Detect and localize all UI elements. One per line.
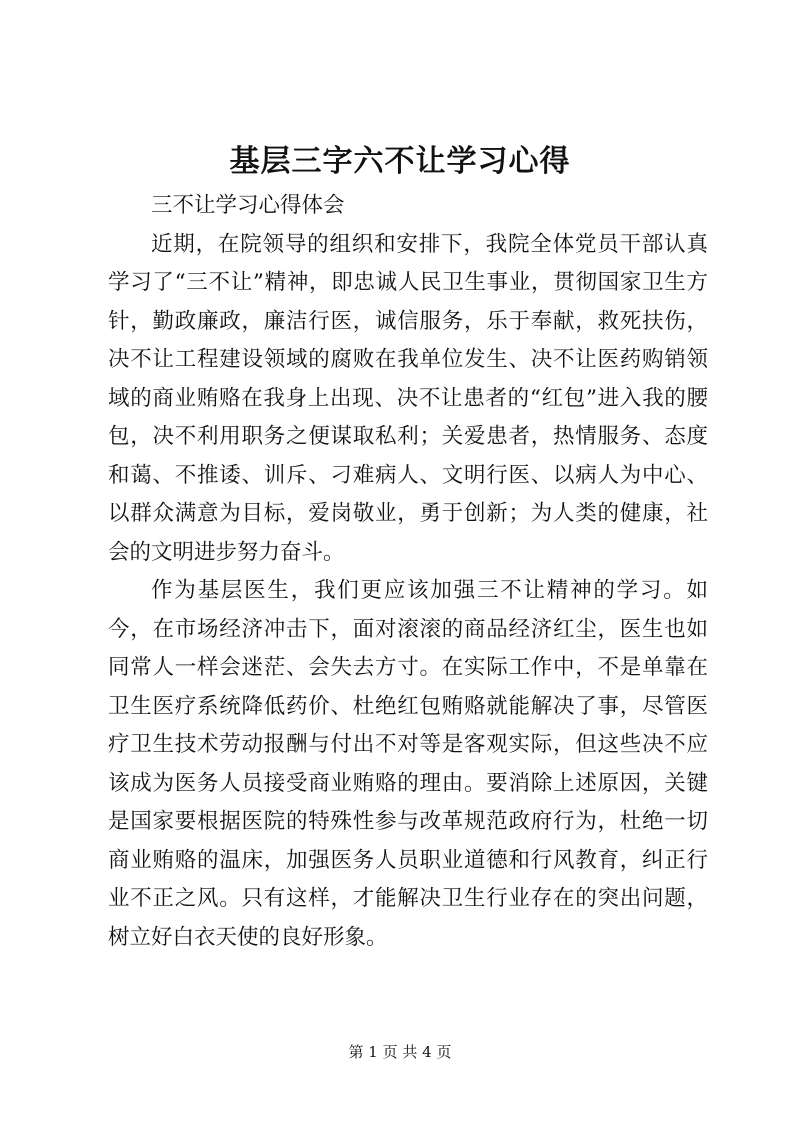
page-footer: 第 1 页 共 4 页	[348, 1043, 452, 1061]
paragraph-2: 作为基层医生，我们更应该加强三不让精神的学习。如今，在市场经济冲击下，面对滚滚的商品经济红尘，医生也如同常人一样会迷茫、会失去方寸。在实际工作中，不是单靠在卫生医疗系统降低药价、杜绝红包贿赂就能解决了事，尽管医疗卫生技术劳动报酬与付出不对等是客观实际，但这些决不应该成为医务人员接受商业贿赂的理由。要消除上述原因，关键是国家要根据医院的特殊性参与改革规范政府行为，杜绝一切商业贿赂的温床，加强医务人员职业道德和行风教育，纠正行业不正之风。只有这样，才能解决卫生行业存在的突出问题，树立好白衣天使的良好形象。	[108, 578, 708, 950]
subtitle: 三不让学习心得体会	[151, 193, 345, 218]
document-body	[108, 187, 708, 957]
page-title: 基层三字六不让学习心得	[229, 144, 571, 179]
paragraph-1: 近期，在院领导的组织和安排下，我院全体党员干部认真学习了“三不让”精神，即忠诚人民卫生事业，贯彻国家卫生方针，勤政廉政，廉洁行医，诚信服务，乐于奉献，救死扶伤，决不让工程建设领域的腐败在我单位发生、决不让医药购销领域的商业贿赂在我身上出现、决不让患者的“红包”进入我的腰包，决不利用职务之便谋取私利；关爱患者，热情服务、态度和蔼、不推诿、训斥、刁难病人、文明行医、以病人为中心、以群众满意为目标，爱岗敬业，勇于创新；为人类的健康，社会的文明进步努力奋斗。	[108, 231, 708, 565]
